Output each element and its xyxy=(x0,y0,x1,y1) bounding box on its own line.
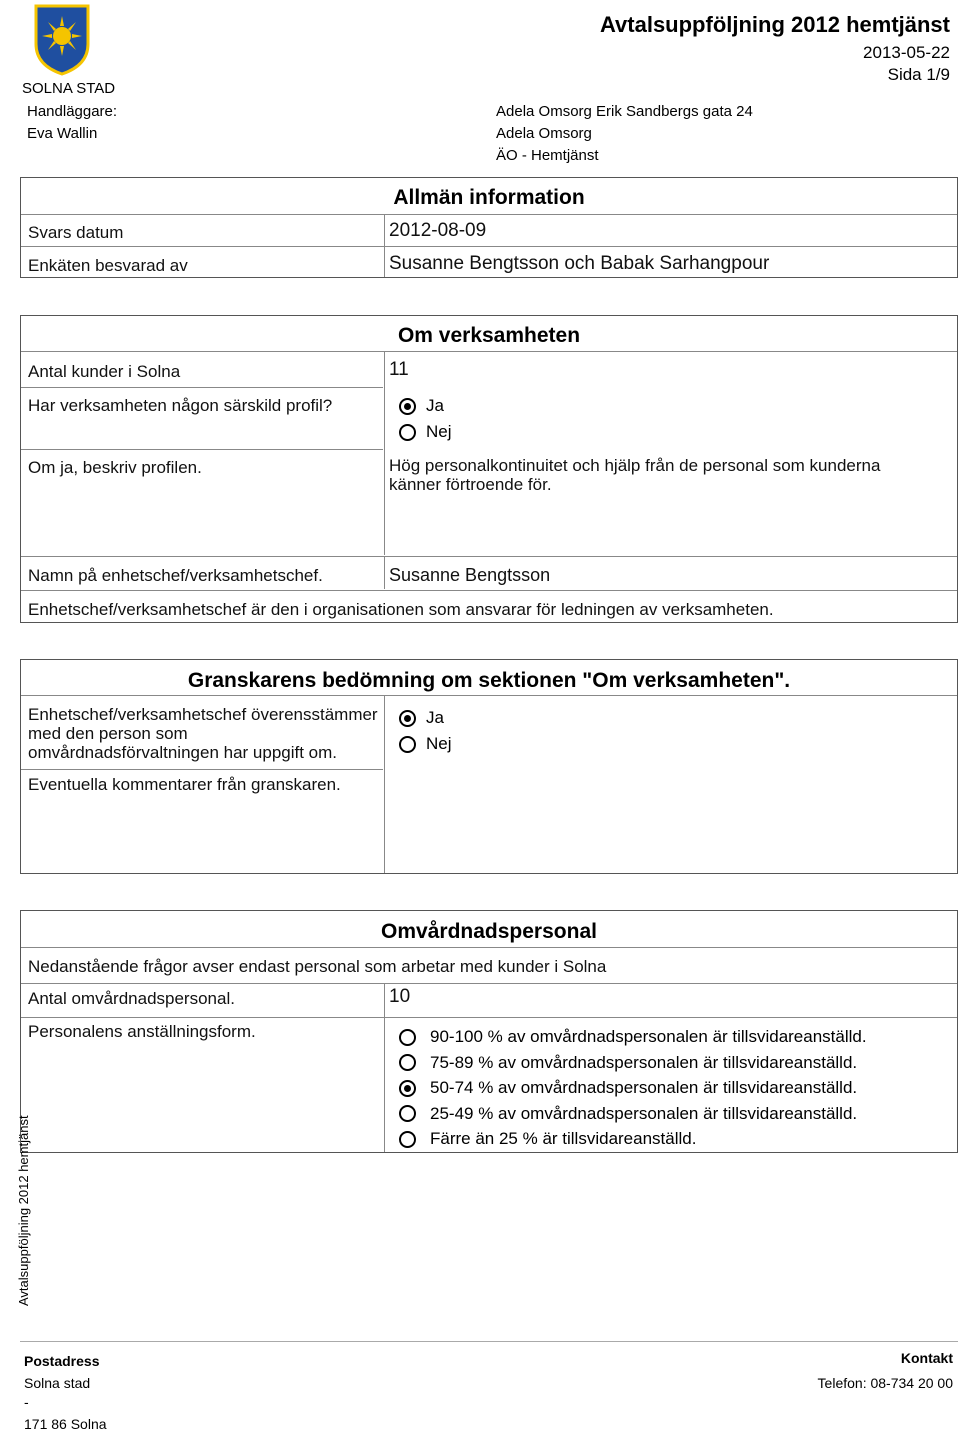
option-label: 90-100 % av omvårdnadspersonalen är tillsvidareanställd. xyxy=(430,1027,867,1046)
section-granskarens-bedomning xyxy=(20,659,958,874)
anstallningsform-label: Personalens anställningsform. xyxy=(28,1022,256,1041)
granskare-option-nej[interactable] xyxy=(399,734,452,754)
anstallningsform-option[interactable] xyxy=(399,1078,857,1098)
namn-value: Susanne Bengtsson xyxy=(389,565,551,585)
section-om-verksamheten xyxy=(20,315,958,623)
omvardnad-intro: Nedanstående frågor avser endast personal som arbetar med kunder i Solna xyxy=(28,957,607,976)
provider-name: Adela Omsorg xyxy=(496,125,592,142)
radio-checked-icon xyxy=(399,398,416,415)
option-label: 50-74 % av omvårdnadspersonalen är tillsvidareanställd. xyxy=(430,1078,858,1097)
besvarad-label: Enkäten besvarad av xyxy=(28,256,188,275)
footer-postadress-label: Postadress xyxy=(24,1353,100,1369)
org-name: SOLNA STAD xyxy=(22,80,116,97)
document-date: 2013-05-22 xyxy=(863,43,950,62)
footer-postadress-line3: 171 86 Solna xyxy=(24,1416,107,1432)
granskare-question: Enhetschef/verksamhetschef överensstämmer med den person som omvårdnadsförvaltningen har uppgift om. xyxy=(28,705,378,762)
namn-label: Namn på enhetschef/verksamhetschef. xyxy=(28,566,323,585)
side-document-label: Avtalsuppföljning 2012 hemtjänst xyxy=(16,1115,31,1306)
document-title: Avtalsuppföljning 2012 hemtjänst xyxy=(599,12,950,37)
option-label: Färre än 25 % är tillsvidareanställd. xyxy=(430,1129,697,1148)
svars-datum-label: Svars datum xyxy=(28,223,124,242)
verksamhetschef-note: Enhetschef/verksamhetschef är den i organisationen som ansvarar för ledningen av verksamheten. xyxy=(28,600,774,619)
handlaggare-name: Eva Wallin xyxy=(27,125,98,142)
handlaggare-label: Handläggare: xyxy=(27,103,118,120)
option-label: 75-89 % av omvårdnadspersonalen är tillsvidareanställd. xyxy=(430,1052,858,1072)
footer-kontakt-label: Kontakt xyxy=(900,1350,953,1366)
antal-omvardnad-value: 10 xyxy=(389,986,411,1007)
granskare-comments-label: Eventuella kommentarer från granskaren. xyxy=(28,775,341,794)
anstallningsform-option[interactable] xyxy=(399,1053,857,1073)
radio-checked-icon xyxy=(399,710,416,727)
profil-option-ja[interactable] xyxy=(399,396,444,416)
radio-checked-icon xyxy=(399,1080,416,1097)
anstallningsform-option[interactable] xyxy=(399,1104,857,1124)
anstallningsform-option[interactable] xyxy=(399,1129,696,1149)
option-label: Ja xyxy=(426,708,444,727)
page-number: Sida 1/9 xyxy=(887,65,950,84)
antal-omvardnad-label: Antal omvårdnadspersonal. xyxy=(28,989,235,1008)
granskare-option-ja[interactable] xyxy=(399,708,444,728)
radio-unchecked-icon xyxy=(399,424,416,441)
option-label: Nej xyxy=(426,734,452,753)
option-label: Ja xyxy=(426,396,444,415)
svars-datum-value: 2012-08-09 xyxy=(389,220,487,241)
footer-postadress-line2: - xyxy=(24,1394,29,1410)
radio-unchecked-icon xyxy=(399,736,416,753)
provider-address: Adela Omsorg Erik Sandbergs gata 24 xyxy=(496,103,753,120)
section-title: Omvårdnadspersonal xyxy=(381,920,597,943)
footer-postadress-line1: Solna stad xyxy=(24,1375,91,1391)
besvarad-value: Susanne Bengtsson och Babak Sarhangpour xyxy=(389,253,770,274)
section-title: Allmän information xyxy=(393,186,585,209)
radio-unchecked-icon xyxy=(399,1054,416,1071)
radio-unchecked-icon xyxy=(399,1105,416,1122)
antal-kunder-label: Antal kunder i Solna xyxy=(28,362,181,381)
beskriv-label: Om ja, beskriv profilen. xyxy=(28,458,202,477)
footer-telefon: Telefon: 08-734 20 00 xyxy=(817,1375,953,1391)
section-allman-information xyxy=(20,177,958,278)
antal-kunder-value: 11 xyxy=(389,359,409,380)
radio-unchecked-icon xyxy=(399,1029,416,1046)
section-omvardnadspersonal xyxy=(20,910,958,1153)
profil-label: Har verksamheten någon särskild profil? xyxy=(28,396,333,415)
section-title: Granskarens bedömning om sektionen "Om verksamheten". xyxy=(187,669,791,692)
option-label: 25-49 % av omvårdnadspersonalen är tillsvidareanställd. xyxy=(430,1103,858,1123)
footer-divider xyxy=(20,1341,958,1342)
option-label: Nej xyxy=(426,422,452,441)
radio-unchecked-icon xyxy=(399,1131,416,1148)
anstallningsform-option[interactable] xyxy=(399,1027,867,1047)
section-title: Om verksamheten xyxy=(397,324,581,347)
solna-coat-of-arms-logo xyxy=(34,4,90,76)
beskriv-value: Hög personalkontinuitet och hjälp från de personal som kunderna känner förtroende för. xyxy=(389,456,881,494)
profil-option-nej[interactable] xyxy=(399,422,452,442)
provider-unit: ÄO - Hemtjänst xyxy=(496,147,599,164)
